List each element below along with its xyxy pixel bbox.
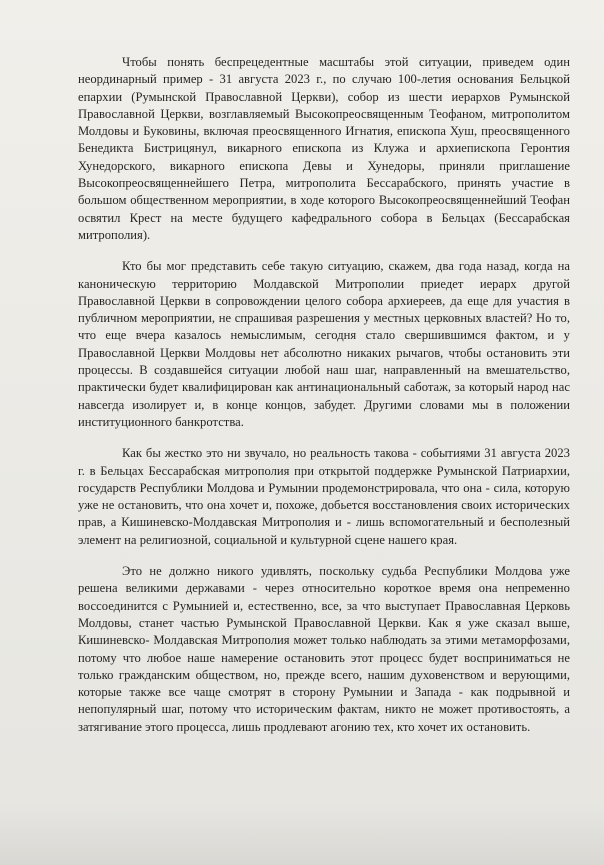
paragraph-4: Это не должно никого удивлять, поскольку судьба Республики Молдова уже решена великими державами - через относительно короткое время она непременно воссоединится с Румынией и, естественно, все, за что выступает Православная Церковь Молдовы, станет частью Румынской Православной Церкви. Как я уже сказал выше, Кишиневско- Молдавская Митрополия может только наблюдать за этими метаморфозами, потому что любое наше намерение остановить этот процесс будет восприниматься не только гражданским обществом, но, прежде всего, нашим духовенством и верующими, которые также все чаще смотрят в сторону Румынии и Запада - как подрывной и непопулярный шаг, потому что историческим фактам, никто не может противостоять, а затягивание этого процесса, лишь продлевают агонию тех, кто хочет их остановить. xyxy=(78,564,570,734)
paragraph-1: Чтобы понять беспрецедентные масштабы этой ситуации, приведем один неординарный пример - 31 августа 2023 г., по случаю 100-летия основания Бельцкой епархии (Румынской Православной Церкви), собор из шести иерархов Румынской Православной Церкви, возглавляемый Высокопреосвященным Теофаном, митрополитом Молдовы и Буковины, включая преосвященного Игнатия, епископа Хуш, преосвященного Бенедикта Бистрицянул, викарного епископа из Клужа и архиепископа Геронтия Хунедорского, викарного епископа Девы и Хунедоры, приняли приглашение Высокопреосвященнейшего Петра, митрополита Бессарабского, принять участие в большом общественном мероприятии, в ходе которого Высокопреосвященнейший Теофан освятил Крест на месте будущего кафедрального собора в Бельцах (Бессарабская митрополия). xyxy=(78,55,570,242)
page-shadow xyxy=(0,805,604,865)
paragraph-3: Как бы жестко это ни звучало, но реальность такова - событиями 31 августа 2023 г. в Бельцах Бессарабская митрополия при открытой поддержке Румынской Патриархии, государств Республики Молдова и Румынии продемонстрировала, что она - сила, которую уже не остановить, что она хочет и, похоже, добьется восстановления своих исторических прав, а Кишиневско-Молдавская Митрополия и - лишь вспомогательный и бесполезный элемент на религиозной, социальной и культурной сцене нашего края. xyxy=(78,446,570,547)
paragraph-2: Кто бы мог представить себе такую ситуацию, скажем, два года назад, когда на каноническую территорию Молдавской Митрополии приедет иерарх другой Православной Церкви в сопровождении целого собора архиереев, да еще для участия в публичном мероприятии, не спрашивая разрешения у местных церковных властей? Но то, что еще вчера казалось немыслимым, сегодня стало свершившимся фактом, и у Православной Церкви Молдовы нет абсолютно никаких рычагов, чтобы остановить эти процессы. В создавшейся ситуации любой наш шаг, направленный на вмешательство, практически будет квалифицирован как антинациональный саботаж, за который народ нас навсегда изолирует и, в конце концов, забудет. Другими словами мы в положении институционного банкротства. xyxy=(78,259,570,429)
